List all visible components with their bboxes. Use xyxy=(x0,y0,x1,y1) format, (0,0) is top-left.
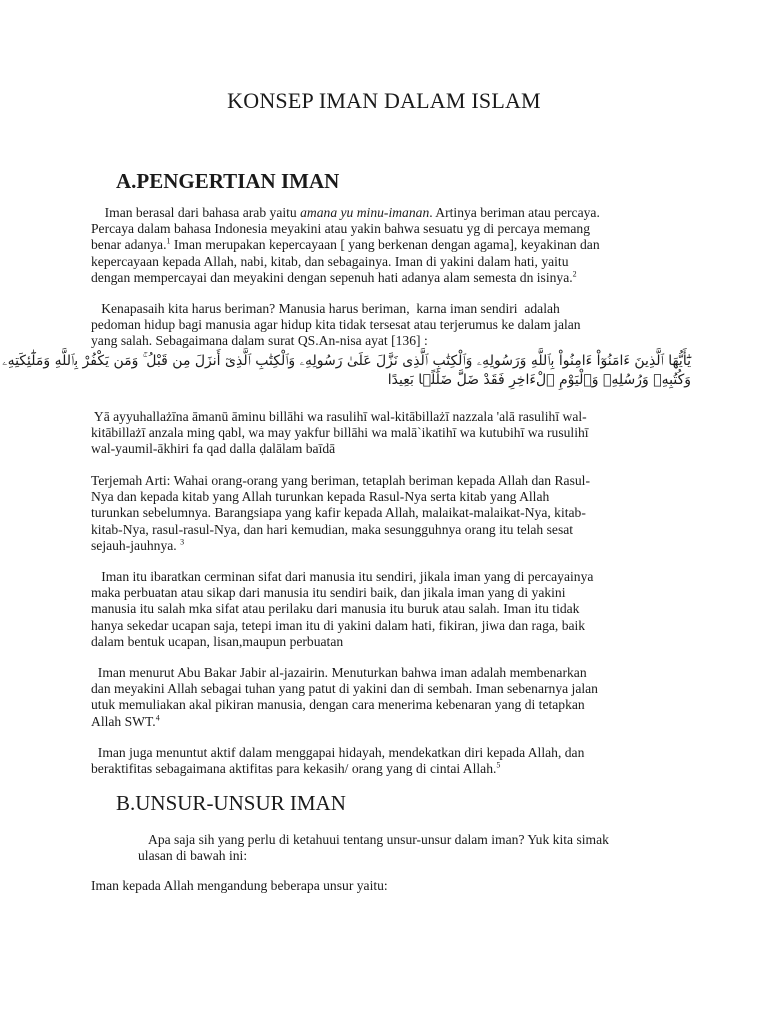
text-line: kitābillażī anzala ming qabl, wa may yakfur billāhi wa malā`ikatihī wa kutubihī wa rusulihī xyxy=(91,425,589,441)
section-a-heading: A.PENGERTIAN IMAN xyxy=(116,169,340,193)
text-line: Apa saja sih yang perlu di ketahuui tentang unsur-unsur dalam iman? Yuk kita simak xyxy=(148,832,609,847)
text-line: wal-yaumil-ākhiri fa qad dalla ḍalālam baīdā xyxy=(91,441,336,457)
footnote-marker[interactable]: 4 xyxy=(155,713,160,723)
text-line: Percaya dalam bahasa Indonesia meyakini atau yakin bahwa sesuatu yg di percaya memang xyxy=(91,221,590,237)
text-line: kepercayaan kepada Allah, nabi, kitab, dan sebagainya. Iman di yakini dalam hati, yaitu xyxy=(91,253,569,269)
text-line: turunkan sebelumnya. Barangsiapa yang kafir kepada Allah, malaikat-malaikat-Nya, kitab- xyxy=(91,505,586,521)
footnote-marker[interactable]: 1 xyxy=(166,236,171,246)
page-title: KONSEP IMAN DALAM ISLAM xyxy=(227,88,541,113)
text-line: hanya sekedar ucapan saja, tetepi iman itu di yakini dalam hati, fikiran, jiwa dan raga, baik xyxy=(91,617,586,633)
text-span: . Artinya beriman atau percaya. xyxy=(429,205,600,220)
italic-term: amana yu minu-imanan xyxy=(300,205,430,220)
footnote-marker[interactable]: 5 xyxy=(496,760,501,770)
text-line: Iman juga menuntut aktif dalam menggapai hidayah, mendekatkan diri kepada Allah, dan xyxy=(91,745,585,760)
text-line: Terjemah Arti: Wahai orang-orang yang beriman, tetaplah beriman kepada Allah dan Rasul- xyxy=(91,473,590,488)
text-line: pedoman hidup bagi manusia agar hidup kita tidak tersesat atau terjerumus ke dalam jalan xyxy=(91,317,581,333)
text-line: manusia itu salah mka sifat atau perilaku dari manusia itu buruk atau salah. Iman itu tidak xyxy=(91,601,580,617)
text-span: beraktifitas sebagaimana aktifitas para kekasih/ orang yang di cintai Allah. xyxy=(91,761,497,777)
text-line: dan meyakini Allah sebagai tuhan yang patut di yakini dan di sembah. Iman sebenarnya jalan xyxy=(91,681,598,697)
text-line: dalam bentuk ucapan, lisan,maupun perbuatan xyxy=(91,633,344,649)
arabic-line: يَٰٓأَيُّهَا ٱلَّذِينَ ءَامَنُوٓاْ ءَامِنُواْ بِٱللَّهِ وَرَسُولِهِۦ وَٱلْكِتَٰبِ ٱلَّذِى نَزَّلَ عَلَىٰ رَسُولِهِۦ وَٱلْكِتَٰبِ ٱلَّذِىٓ أَنزَلَ مِن قَبْلُ ۚ وَمَن يَكْفُرْ بِٱللَّهِ وَمَلَٰٓئِكَتِهِۦ xyxy=(2,353,691,369)
text-span: Iman merupakan kepercayaan [ yang berkenan dengan agama], keyakinan dan xyxy=(170,237,600,253)
text-line: Yā ayyuhallażīna āmanū āminu billāhi wa rasulihī wal-kitābillażī nazzala 'alā rasulihī wal- xyxy=(91,409,587,424)
section-b-heading: B.UNSUR-UNSUR IMAN xyxy=(116,791,346,815)
paragraph-cerminan xyxy=(91,569,681,650)
paragraph-hidayah xyxy=(91,745,681,777)
arabic-verse xyxy=(2,352,691,390)
arabic-line: وَكُتُبِهِۦ وَرُسُلِهِۦ وَٱلْيَوْمِ ٱلْءَاخِرِ فَقَدْ ضَلَّ ضَلَٰلًۢا بَعِيدًا xyxy=(387,372,691,388)
paragraph-kenapa xyxy=(91,301,681,350)
text-line: kitab-Nya, rasul-rasul-Nya, dan hari kemudian, maka sesungguhnya orang itu telah sesat xyxy=(91,521,574,537)
paragraph-iman-kepada-allah: Iman kepada Allah mengandung beberapa unsur yaitu: xyxy=(91,878,388,893)
text-span: Iman berasal dari bahasa arab yaitu xyxy=(91,205,301,220)
paragraph-abu-bakar xyxy=(91,665,681,730)
footnote-marker[interactable]: 2 xyxy=(572,269,577,279)
text-line: maka perbuatan atau sikap dari manusia itu sendiri baik, dan jikala iman yang di yakini xyxy=(91,585,566,601)
paragraph-pengertian xyxy=(91,205,681,286)
text-line: ulasan di bawah ini: xyxy=(138,848,248,864)
text-line: yang salah. Sebagaimana dalam surat QS.An-nisa ayat [136] : xyxy=(91,333,428,349)
text-line: utuk memuliakan akal pikiran manusia, dengan cara menerima kebenaran yang di tetapkan xyxy=(91,697,585,713)
paragraph-terjemah xyxy=(91,473,681,554)
paragraph-transliteration xyxy=(91,409,681,458)
text-span: dengan mempercayai dan meyakini dengan sepenuh hati adanya alam semesta dn isinya. xyxy=(91,269,573,285)
paragraph-unsur-intro xyxy=(138,832,698,864)
footnote-marker[interactable]: 3 xyxy=(180,537,185,547)
text-line: Iman menurut Abu Bakar Jabir al-jazairin. Menuturkan bahwa iman adalah membenarkan xyxy=(91,665,587,680)
text-span: sejauh-jauhnya. xyxy=(91,537,181,553)
text-line: Kenapasaih kita harus beriman? Manusia harus beriman, karna iman sendiri adalah xyxy=(91,301,560,316)
text-span: Allah SWT. xyxy=(91,713,156,729)
text-line: Iman itu ibaratkan cerminan sifat dari manusia itu sendiri, jikala iman yang di percayainya xyxy=(91,569,594,584)
text-line: Nya dan kepada kitab yang Allah turunkan kepada Rasul-Nya serta kitab yang Allah xyxy=(91,489,550,505)
text-span: benar adanya. xyxy=(91,237,167,253)
